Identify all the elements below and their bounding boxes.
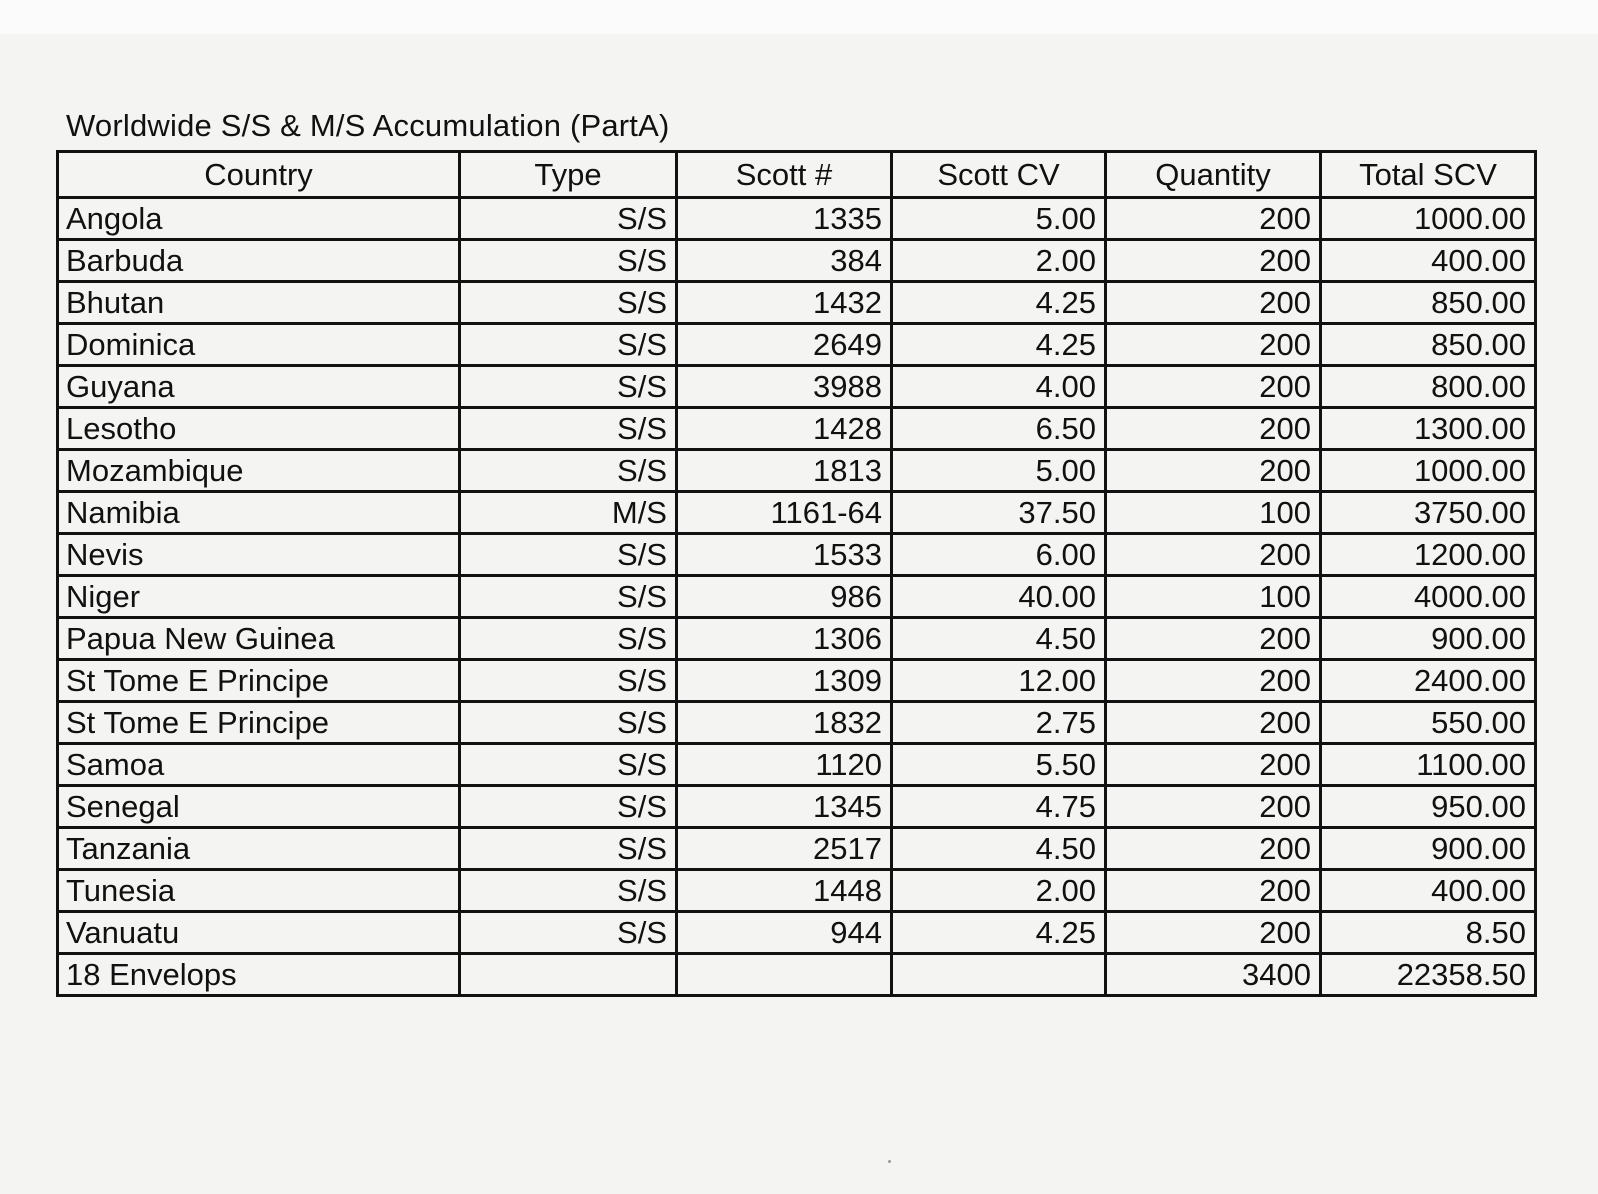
type-cell: S/S <box>460 660 677 702</box>
country-cell: Niger <box>58 576 460 618</box>
quantity-cell: 200 <box>1106 828 1321 870</box>
type-cell: S/S <box>460 786 677 828</box>
envelope-count-cell: 18 Envelops <box>58 954 460 996</box>
type-cell: S/S <box>460 912 677 954</box>
type-cell: S/S <box>460 828 677 870</box>
type-cell: S/S <box>460 870 677 912</box>
scott-cv-cell: 4.50 <box>892 618 1106 660</box>
total-scv-cell: 8.50 <box>1321 912 1536 954</box>
table-row <box>58 912 1536 954</box>
total-scv-cell: 850.00 <box>1321 282 1536 324</box>
total-scv-cell: 1000.00 <box>1321 450 1536 492</box>
scott-number-cell: 1309 <box>677 660 892 702</box>
country-cell: Papua New Guinea <box>58 618 460 660</box>
total-scv-cell: 4000.00 <box>1321 576 1536 618</box>
table-row <box>58 828 1536 870</box>
country-cell: Dominica <box>58 324 460 366</box>
country-cell: Angola <box>58 198 460 240</box>
scott-number-cell: 384 <box>677 240 892 282</box>
scott-number-cell: 1832 <box>677 702 892 744</box>
quantity-cell: 200 <box>1106 282 1321 324</box>
scott-number-cell: 2517 <box>677 828 892 870</box>
type-cell: S/S <box>460 534 677 576</box>
table-row <box>58 870 1536 912</box>
col-header-country: Country <box>58 152 460 198</box>
scott-number-cell: 944 <box>677 912 892 954</box>
scott-number-cell: 1428 <box>677 408 892 450</box>
sheet-title: Worldwide S/S & M/S Accumulation (PartA) <box>66 108 670 143</box>
country-cell: Senegal <box>58 786 460 828</box>
scott-cv-cell: 12.00 <box>892 660 1106 702</box>
scott-cv-cell: 2.00 <box>892 240 1106 282</box>
total-scv-cell: 550.00 <box>1321 702 1536 744</box>
col-header-total-scv: Total SCV <box>1321 152 1536 198</box>
header-row <box>58 152 1536 198</box>
table-row <box>58 702 1536 744</box>
total-scv-cell: 400.00 <box>1321 870 1536 912</box>
table-row <box>58 450 1536 492</box>
quantity-cell: 200 <box>1106 702 1321 744</box>
type-cell: S/S <box>460 576 677 618</box>
country-cell: Samoa <box>58 744 460 786</box>
table-row <box>58 534 1536 576</box>
country-cell: Barbuda <box>58 240 460 282</box>
quantity-cell: 200 <box>1106 198 1321 240</box>
type-cell: S/S <box>460 702 677 744</box>
col-header-quantity: Quantity <box>1106 152 1321 198</box>
scott-number-cell: 2649 <box>677 324 892 366</box>
quantity-cell: 200 <box>1106 744 1321 786</box>
country-cell: Tanzania <box>58 828 460 870</box>
scan-speck <box>888 1160 891 1163</box>
scott-number-cell: 1533 <box>677 534 892 576</box>
type-cell: S/S <box>460 408 677 450</box>
total-scv-cell: 900.00 <box>1321 828 1536 870</box>
total-scv-cell: 950.00 <box>1321 786 1536 828</box>
table-body <box>58 198 1536 954</box>
type-cell: S/S <box>460 366 677 408</box>
table-row <box>58 576 1536 618</box>
table-row <box>58 240 1536 282</box>
country-cell: St Tome E Principe <box>58 702 460 744</box>
quantity-cell: 200 <box>1106 240 1321 282</box>
table-row <box>58 492 1536 534</box>
scott-number-cell: 1448 <box>677 870 892 912</box>
scott-cv-cell: 5.00 <box>892 450 1106 492</box>
total-scv-cell: 1100.00 <box>1321 744 1536 786</box>
table-row <box>58 660 1536 702</box>
total-row <box>58 954 1536 996</box>
type-cell: S/S <box>460 324 677 366</box>
quantity-cell: 200 <box>1106 366 1321 408</box>
scott-number-cell: 1813 <box>677 450 892 492</box>
scott-number-cell: 1306 <box>677 618 892 660</box>
quantity-cell: 200 <box>1106 912 1321 954</box>
col-header-scott-cv: Scott CV <box>892 152 1106 198</box>
type-cell: M/S <box>460 492 677 534</box>
grand-total-cell: 22358.50 <box>1321 954 1536 996</box>
quantity-cell: 200 <box>1106 450 1321 492</box>
total-scv-cell: 3750.00 <box>1321 492 1536 534</box>
type-cell: S/S <box>460 744 677 786</box>
total-quantity-cell: 3400 <box>1106 954 1321 996</box>
scott-number-cell: 3988 <box>677 366 892 408</box>
scott-cv-cell: 4.75 <box>892 786 1106 828</box>
quantity-cell: 200 <box>1106 324 1321 366</box>
total-scv-cell: 1300.00 <box>1321 408 1536 450</box>
empty-cell <box>460 954 677 996</box>
table-row <box>58 198 1536 240</box>
col-header-scott-number: Scott # <box>677 152 892 198</box>
country-cell: Tunesia <box>58 870 460 912</box>
country-cell: Guyana <box>58 366 460 408</box>
scott-cv-cell: 2.00 <box>892 870 1106 912</box>
country-cell: Nevis <box>58 534 460 576</box>
quantity-cell: 200 <box>1106 534 1321 576</box>
accumulation-table <box>56 150 1537 997</box>
quantity-cell: 200 <box>1106 618 1321 660</box>
scott-cv-cell: 6.00 <box>892 534 1106 576</box>
type-cell: S/S <box>460 240 677 282</box>
total-scv-cell: 1000.00 <box>1321 198 1536 240</box>
total-scv-cell: 800.00 <box>1321 366 1536 408</box>
quantity-cell: 100 <box>1106 492 1321 534</box>
total-scv-cell: 1200.00 <box>1321 534 1536 576</box>
scott-cv-cell: 40.00 <box>892 576 1106 618</box>
country-cell: Namibia <box>58 492 460 534</box>
quantity-cell: 200 <box>1106 786 1321 828</box>
scott-cv-cell: 4.25 <box>892 912 1106 954</box>
table-row <box>58 618 1536 660</box>
scott-cv-cell: 5.50 <box>892 744 1106 786</box>
table-row <box>58 324 1536 366</box>
scott-number-cell: 1432 <box>677 282 892 324</box>
total-scv-cell: 850.00 <box>1321 324 1536 366</box>
type-cell: S/S <box>460 198 677 240</box>
type-cell: S/S <box>460 450 677 492</box>
country-cell: St Tome E Principe <box>58 660 460 702</box>
scott-cv-cell: 37.50 <box>892 492 1106 534</box>
total-scv-cell: 2400.00 <box>1321 660 1536 702</box>
table-row <box>58 366 1536 408</box>
country-cell: Mozambique <box>58 450 460 492</box>
type-cell: S/S <box>460 618 677 660</box>
scott-cv-cell: 4.25 <box>892 324 1106 366</box>
scott-number-cell: 1161-64 <box>677 492 892 534</box>
scott-cv-cell: 4.00 <box>892 366 1106 408</box>
total-scv-cell: 400.00 <box>1321 240 1536 282</box>
col-header-type: Type <box>460 152 677 198</box>
quantity-cell: 100 <box>1106 576 1321 618</box>
empty-cell <box>677 954 892 996</box>
country-cell: Lesotho <box>58 408 460 450</box>
empty-cell <box>892 954 1106 996</box>
scott-cv-cell: 6.50 <box>892 408 1106 450</box>
country-cell: Vanuatu <box>58 912 460 954</box>
table-row <box>58 786 1536 828</box>
type-cell: S/S <box>460 282 677 324</box>
quantity-cell: 200 <box>1106 660 1321 702</box>
scott-number-cell: 1345 <box>677 786 892 828</box>
scott-cv-cell: 4.50 <box>892 828 1106 870</box>
scott-number-cell: 986 <box>677 576 892 618</box>
total-scv-cell: 900.00 <box>1321 618 1536 660</box>
country-cell: Bhutan <box>58 282 460 324</box>
table-row <box>58 408 1536 450</box>
scott-cv-cell: 5.00 <box>892 198 1106 240</box>
scott-number-cell: 1120 <box>677 744 892 786</box>
quantity-cell: 200 <box>1106 408 1321 450</box>
scott-cv-cell: 4.25 <box>892 282 1106 324</box>
table-row <box>58 744 1536 786</box>
scott-number-cell: 1335 <box>677 198 892 240</box>
scott-cv-cell: 2.75 <box>892 702 1106 744</box>
scan-top-band <box>0 0 1598 34</box>
table-row <box>58 282 1536 324</box>
quantity-cell: 200 <box>1106 870 1321 912</box>
